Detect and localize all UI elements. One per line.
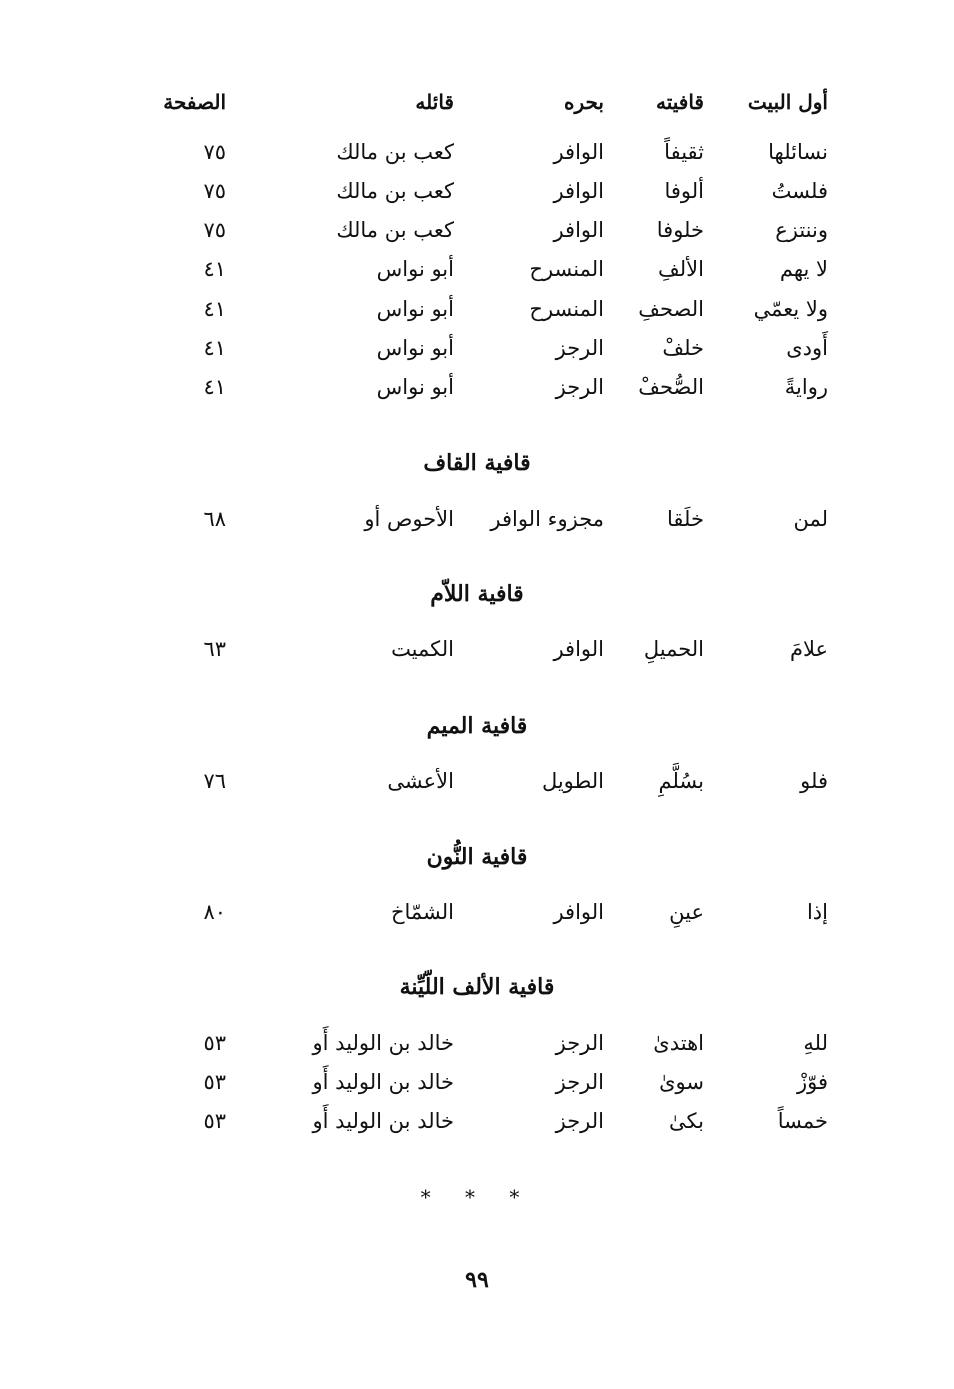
table-row: [0, 132, 954, 172]
section-title-alif: قافية الألف اللّيِّنة: [399, 974, 555, 1000]
table-row: [0, 328, 954, 368]
cell-poet: الشمّاخ: [390, 900, 454, 924]
header-poet: قائله: [415, 90, 454, 114]
cell-rhyme: عينِ: [669, 900, 704, 924]
cell-poet: الأعشى: [387, 769, 454, 793]
cell-page: ٥٣: [203, 1109, 226, 1133]
cell-poet: كعب بن مالك: [336, 140, 454, 164]
cell-poet: كعب بن مالك: [336, 218, 454, 242]
cell-first-verse: روايةً: [784, 375, 828, 399]
cell-meter: مجزوء الوافر: [490, 507, 604, 531]
cell-page: ٤١: [203, 336, 226, 360]
cell-page: ٦٣: [203, 637, 226, 661]
cell-meter: الوافر: [553, 179, 604, 203]
section-title-mim: قافية الميم: [426, 713, 528, 739]
cell-rhyme: الصحفِ: [638, 297, 704, 321]
table-row: [0, 892, 954, 932]
cell-poet: أبو نواس: [376, 257, 454, 281]
cell-first-verse: فلو: [800, 769, 828, 793]
cell-poet: أبو نواس: [376, 336, 454, 360]
cell-rhyme: خلوفا: [656, 218, 704, 242]
table-row: [0, 171, 954, 211]
cell-rhyme: الحميلِ: [643, 637, 704, 661]
cell-page: ٤١: [203, 257, 226, 281]
cell-rhyme: ثقيفاً: [664, 140, 704, 164]
cell-first-verse: خمساً: [777, 1109, 828, 1133]
table-row: [0, 367, 954, 407]
cell-meter: المنسرح: [529, 297, 604, 321]
cell-meter: الرجز: [555, 1031, 604, 1055]
table-row: [0, 249, 954, 289]
cell-meter: الوافر: [553, 218, 604, 242]
cell-meter: الطويل: [541, 769, 604, 793]
cell-meter: الرجز: [555, 1109, 604, 1133]
cell-page: ٤١: [203, 375, 226, 399]
cell-page: ٧٦: [203, 769, 226, 793]
cell-rhyme: بسُلَّمِ: [658, 769, 704, 793]
cell-poet: أبو نواس: [376, 375, 454, 399]
cell-meter: الوافر: [553, 637, 604, 661]
cell-first-verse: فلستُ: [771, 179, 828, 203]
section-title-qaf: قافية القاف: [423, 450, 531, 476]
cell-first-verse: ولا يعمّي: [753, 297, 828, 321]
cell-meter: الرجز: [555, 375, 604, 399]
cell-first-verse: للهِ: [803, 1031, 828, 1055]
cell-page: ٧٥: [203, 179, 226, 203]
header-rhyme: قافيته: [655, 90, 704, 114]
page-number: ٩٩: [465, 1267, 489, 1293]
cell-meter: المنسرح: [529, 257, 604, 281]
section-separator: * * *: [420, 1185, 534, 1209]
cell-rhyme: ألوفا: [664, 179, 704, 203]
cell-page: ٦٨: [203, 507, 226, 531]
header-page: الصفحة: [163, 90, 226, 114]
cell-rhyme: خلَقا: [667, 507, 704, 531]
section-title-lam: قافية اللاّم: [430, 581, 524, 607]
cell-rhyme: الصُّحفْ: [638, 375, 704, 399]
cell-page: ٧٥: [203, 218, 226, 242]
cell-rhyme: سوىٰ: [659, 1070, 704, 1094]
cell-first-verse: لا يهم: [779, 257, 828, 281]
table-row: [0, 210, 954, 250]
table-row: [0, 289, 954, 329]
cell-poet: خالد بن الوليد أَو: [312, 1031, 454, 1055]
header-meter: بحره: [564, 90, 604, 114]
table-row: [0, 499, 954, 539]
cell-meter: الوافر: [553, 900, 604, 924]
cell-page: ٧٥: [203, 140, 226, 164]
header-first-verse: أول البيت: [747, 90, 828, 114]
cell-page: ٤١: [203, 297, 226, 321]
cell-first-verse: علامَ: [789, 637, 828, 661]
cell-first-verse: نسائلها: [768, 140, 828, 164]
table-row: [0, 1023, 954, 1063]
cell-rhyme: الألفِ: [658, 257, 704, 281]
cell-page: ٥٣: [203, 1031, 226, 1055]
cell-first-verse: فوّزْ: [796, 1070, 828, 1094]
cell-meter: الرجز: [555, 1070, 604, 1094]
table-row: [0, 1101, 954, 1141]
cell-meter: الوافر: [553, 140, 604, 164]
cell-first-verse: إذا: [806, 900, 828, 924]
table-row: [0, 629, 954, 669]
cell-page: ٥٣: [203, 1070, 226, 1094]
cell-first-verse: وننتزع: [775, 218, 828, 242]
cell-page: ٨٠: [203, 900, 226, 924]
cell-meter: الرجز: [555, 336, 604, 360]
cell-poet: خالد بن الوليد أَو: [312, 1070, 454, 1094]
table-header: [0, 82, 954, 122]
table-row: [0, 761, 954, 801]
cell-poet: خالد بن الوليد أَو: [312, 1109, 454, 1133]
cell-rhyme: خلفْ: [662, 336, 704, 360]
section-title-nun: قافية النُّون: [426, 844, 528, 870]
cell-poet: الأحوص أو: [364, 507, 454, 531]
cell-first-verse: أَودى: [786, 336, 828, 360]
table-row: [0, 1062, 954, 1102]
cell-poet: أبو نواس: [376, 297, 454, 321]
cell-rhyme: اهتدىٰ: [653, 1031, 704, 1055]
cell-poet: الكميت: [391, 637, 454, 661]
cell-rhyme: بكىٰ: [669, 1109, 704, 1133]
cell-poet: كعب بن مالك: [336, 179, 454, 203]
cell-first-verse: لمن: [793, 507, 828, 531]
